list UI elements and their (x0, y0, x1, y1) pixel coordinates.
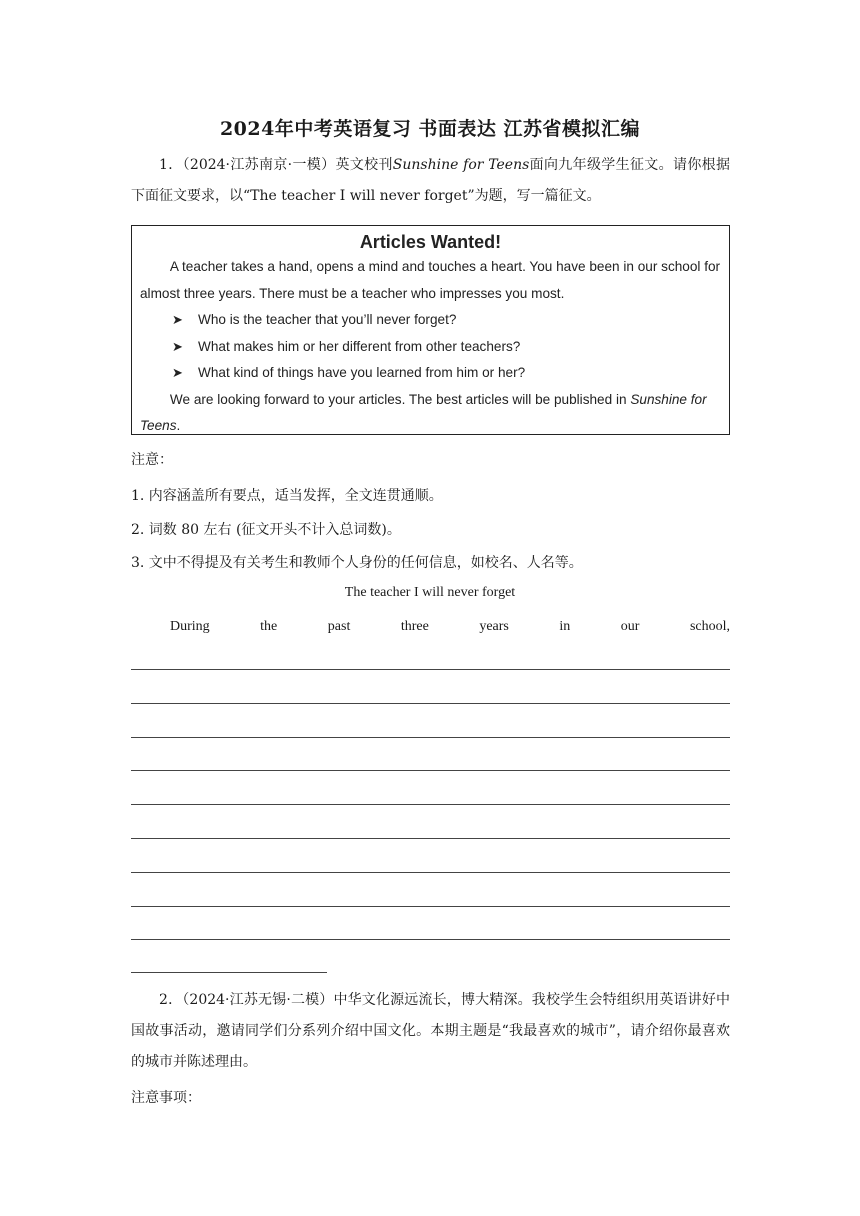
writing-line[interactable] (131, 770, 730, 771)
box-heading: Articles Wanted! (359, 232, 502, 252)
box-intro: A teacher takes a hand, opens a mind and touches a heart. You have been in our school for almost three years. There must be a teacher who impresses you most. (140, 259, 721, 301)
writing-line[interactable] (131, 703, 730, 704)
list-item: ➤ Who is the teacher that you’ll never forget? (140, 307, 721, 334)
note-item: 2. 词数 80 左右 (征文开头不计入总词数)。 (131, 522, 401, 538)
note-item: 3. 文中不得提及有关考生和教师个人身份的任何信息，如校名、人名等。 (131, 555, 583, 571)
question-1-prompt (131, 150, 730, 212)
start-word: past (327, 619, 351, 634)
writing-line[interactable] (131, 838, 730, 839)
note-item: 1. 内容涵盖所有要点，适当发挥，全文连贯通顺。 (131, 488, 443, 504)
articles-wanted-box (131, 225, 730, 435)
writing-line[interactable] (131, 737, 730, 738)
box-bullet-list (140, 307, 721, 387)
question-2-notes-heading: 注意事项： (131, 1090, 201, 1106)
question-2-prompt: 2．（2024·江苏无锡·二模）中华文化源远流长，博大精深。我校学生会特组织用英语讲好中国故事活动，邀请同学们分系列介绍中国文化。本期主题是“我最喜欢的城市”，请介绍你最喜欢的城市并陈述理由。 (131, 992, 730, 1070)
writing-line[interactable] (131, 939, 730, 940)
start-word: school, (689, 619, 730, 634)
arrow-right-icon: ➤ (172, 365, 183, 380)
essay-start-row (131, 619, 730, 635)
essay-title: The teacher I will never forget (344, 585, 516, 600)
list-item: ➤ What kind of things have you learned from him or her? (140, 360, 721, 387)
start-word: years (479, 619, 509, 634)
notes-heading: 注意： (131, 452, 173, 468)
writing-line[interactable] (131, 804, 730, 805)
list-item: ➤ What makes him or her different from other teachers? (140, 334, 721, 361)
start-word: During (170, 619, 210, 634)
magazine-name: Sunshine for Teens (392, 157, 530, 173)
start-word: our (620, 619, 640, 634)
arrow-right-icon: ➤ (172, 312, 183, 327)
question-1-suffix: 面向九年级学生征文。请你根据下面征文要求，以“The teacher I will never forget”为题，写一篇征文。 (131, 157, 730, 204)
box-closing: We are looking forward to your articles. The best articles will be published in Sunshine for Teens. (140, 391, 707, 433)
question-1-prefix: 1．（2024·江苏南京·一模）英文校刊 (159, 157, 393, 173)
writing-line[interactable] (131, 972, 327, 973)
start-word: three (400, 619, 429, 634)
writing-line[interactable] (131, 906, 730, 907)
page-title: 2024年中考英语复习 书面表达 江苏省模拟汇编 (219, 118, 641, 140)
arrow-right-icon: ➤ (172, 338, 183, 354)
writing-line[interactable] (131, 669, 730, 670)
writing-line[interactable] (131, 872, 730, 873)
start-word: the (260, 619, 278, 634)
start-word: in (559, 619, 571, 634)
